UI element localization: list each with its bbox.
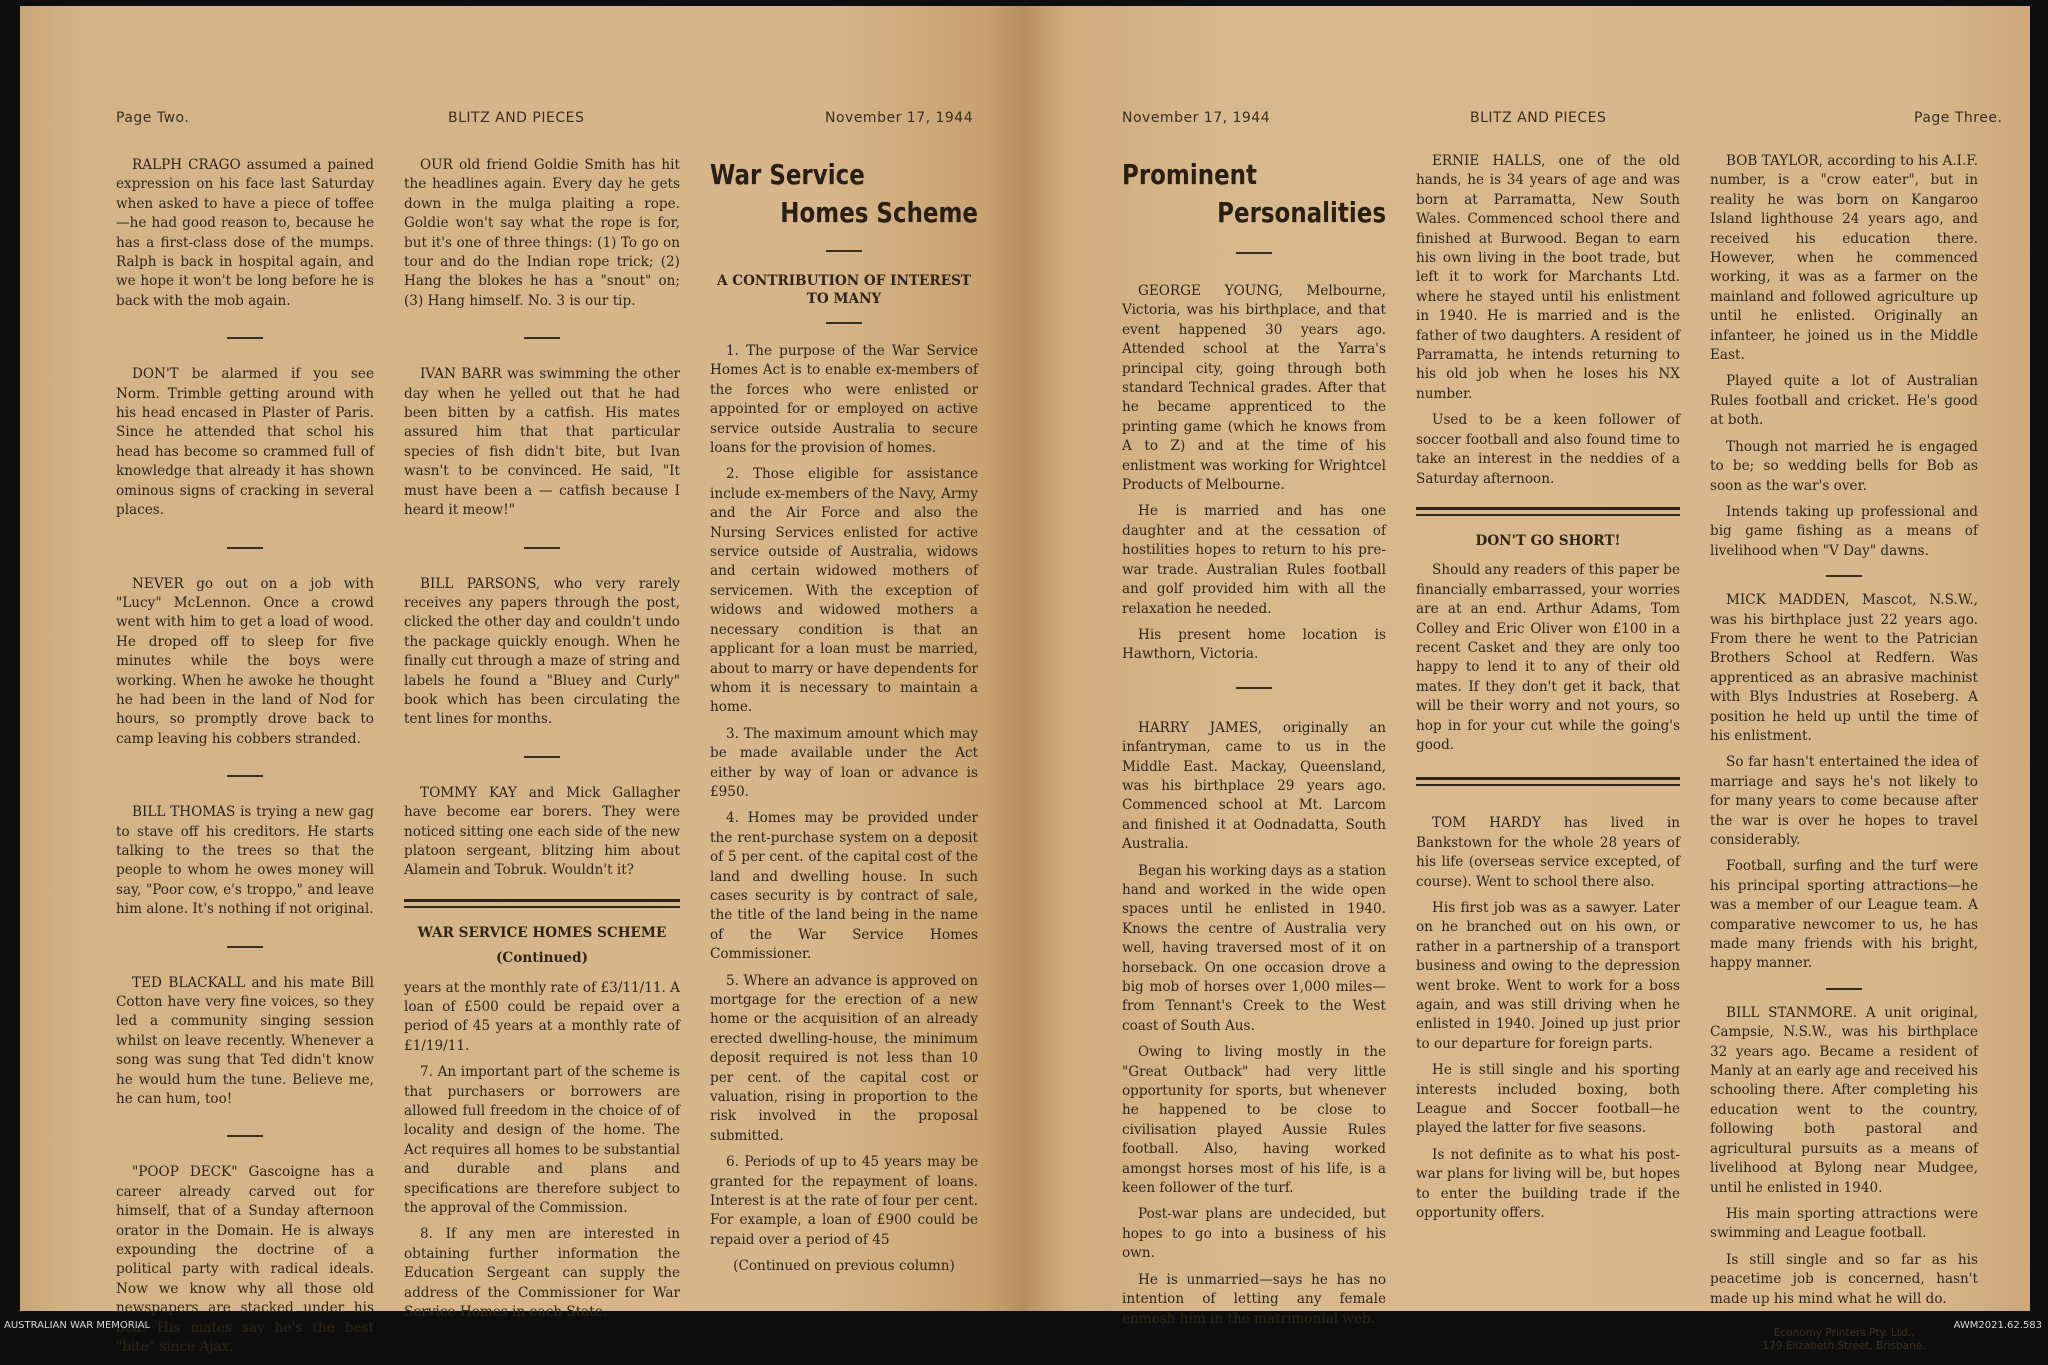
archive-credit: AUSTRALIAN WAR MEMORIAL <box>4 1320 151 1331</box>
paragraph: TED BLACKALL and his mate Bill Cotton have very fine voices, so they led a community singing session whilst on leave recently. Whenever a song was sung that Ted didn't know he would hum the tune. Believe me, he can hum, too! <box>116 974 374 1108</box>
paragraph: Though not married he is engaged to be; so wedding bells for Bob as soon as the war's over. <box>1710 438 1978 494</box>
paragraph: His first job was as a sawyer. Later on he branched out on his own, or rather in a partnership of a transport business and owing to the depression went broke. Went to work for a boss again, and was still driving when he enlisted in 1940. Joined up just prior to our departure for foreign parts. <box>1416 900 1680 1052</box>
separator <box>227 775 263 777</box>
column-1 <box>1122 156 1386 1353</box>
paragraph: Football, surfing and the turf were his principal sporting attractions—he was a member of our League team. A comparative newcomer to us, he has made many friends with his bright, happy manner. <box>1710 858 1978 972</box>
continued-heading: WAR SERVICE HOMES SCHEME <box>417 924 667 941</box>
separator <box>826 322 862 324</box>
issue-date: November 17, 1944 <box>825 110 974 126</box>
paragraph: His main sporting attractions were swimming and League football. <box>1710 1205 1978 1242</box>
archive-id: AWM2021.62.583 <box>1953 1320 2042 1331</box>
page-number: Page Three. <box>1914 110 2003 126</box>
paragraph: Is not definite as to what his post-war plans for living will be, but hopes to enter the building trade if the opportunity offers. <box>1416 1146 1680 1222</box>
article-subtitle: A CONTRIBUTION OF INTEREST TO MANY <box>716 273 972 307</box>
paragraph: So far hasn't entertained the idea of marriage and says he's not likely to for many years to come because after the war is over he hopes to travel considerably. <box>1710 754 1978 848</box>
paragraph: BOB TAYLOR, according to his A.I.F. number, is a "crow eater", but in reality he was born on Kangaroo Island lighthouse 24 years ago, and received his education there. However, when he commenced working, it was as a farmer on the mainland and followed agriculture up until he enlisted. Originally an infanteer, he joined us in the Middle East. <box>1710 153 1978 364</box>
separator <box>227 946 263 948</box>
paragraph: 7. An important part of the scheme is that purchasers or borrowers are allowed full freedom in the choice of of locality and design of the home. The Act requires all homes to be substantial and durable and plans and specifications are therefore subject to the approval of the Commission. <box>404 1064 680 1217</box>
paragraph: BILL THOMAS is trying a new gag to stave off his creditors. He starts talking to the trees so that the people to whom he owes money will say, "Poor cow, e's troppo," and leave him alone. It's nothing if not original. <box>116 804 374 918</box>
paragraph: TOM HARDY has lived in Bankstown for the whole 28 years of his life (overseas service excepted, of course). Went to school there also. <box>1416 815 1680 890</box>
separator <box>1826 575 1862 577</box>
paragraph: MICK MADDEN, Mascot, N.S.W., was his birthplace just 22 years ago. From there he went to the Patrician Brothers School at Redfern. Was apprenticed as an abrasive machinist with Blys Industries at Roseberg. A position he held up until the time of his enlistment. <box>1710 592 1978 744</box>
paragraph: BILL STANMORE. A unit original, Campsie, N.S.W., was his birthplace 32 years ago. Became a resident of Manly at an early age and received his schooling there. After completing his education went to the country, following both pastoral and agricultural pursuits as a means of livelihood at Bylong near Mudgee, until he enlisted in 1940. <box>1710 1004 1978 1196</box>
article-title-line1: War Service <box>710 158 865 191</box>
masthead-title: BLITZ AND PIECES <box>448 110 585 126</box>
box-heading: DON'T GO SHORT! <box>1475 532 1621 549</box>
paragraph: Should any readers of this paper be financially embarrassed, your worries are at an end. Arthur Adams, Tom Colley and Eric Oliver won £100 in a recent Casket and they are only too happy to lend it to any of their old mates. If they don't get it back, that will be their worry and not yours, so hop in for your cut while the going's good. <box>1416 562 1680 753</box>
rule <box>404 906 680 908</box>
paragraph: Is still single and so far as his peacetime job is concerned, hasn't made up his mind what he will do. <box>1710 1251 1978 1307</box>
paragraph: Post-war plans are undecided, but hopes to go into a business of his own. <box>1122 1206 1386 1262</box>
paragraph: 4. Homes may be provided under the rent-purchase system on a deposit of 5 per cent. of the capital cost of the land and dwelling house. In such cases security is by contract of sale, the title of the land being in the name of the War Service Homes Commissioner. <box>710 810 978 963</box>
column-2 <box>404 156 680 1365</box>
paragraph: He is married and has one daughter and at the cessation of hostilities hopes to return to his pre-war trade. Australian Rules football and golf provided him with all the relaxation he needed. <box>1122 503 1386 617</box>
paragraph: Intends taking up professional and big game fishing as a means of livelihood when "V Day" dawns. <box>1710 503 1978 559</box>
separator <box>227 547 263 549</box>
paragraph: RALPH CRAGO assumed a pained expression on his face last Saturday when asked to have a piece of toffee —he had good reason to, because he has a first-class dose of the mumps. Ralph is back in hospital again, and we hope it won't be long before he is back with the mob again. <box>116 157 374 309</box>
masthead-title: BLITZ AND PIECES <box>1470 110 1607 126</box>
continued-subheading: (Continued) <box>496 950 588 967</box>
paragraph: 1. The purpose of the War Service Homes Act is to enable ex-members of the forces who were enlisted or appointed for or employed on active service outside Australia to secure loans for the provision of homes. <box>710 343 978 457</box>
paragraph: OUR old friend Goldie Smith has hit the headlines again. Every day he gets down in the mulga plaiting a rope. Goldie won't say what the rope is for, but it's one of three things: (1) To go on tour and do the Indian rope trick; (2) Hang the blokes he has a "snout" on; (3) Hang himself. No. 3 is our tip. <box>404 157 680 309</box>
separator <box>826 250 862 252</box>
paragraph: He is unmarried—says he has no intention of letting any female enmesh him in the matrimonial web. <box>1122 1271 1386 1327</box>
paragraph: BILL PARSONS, who very rarely receives any papers through the post, clicked the other day and couldn't undo the package quickly enough. When he finally cut through a maze of string and labels he found a "Bluey and Curly" book which has been circulating the tent lines for months. <box>404 575 680 728</box>
paragraph: Owing to living mostly in the "Great Outback" had very little opportunity for sports, but whenever he happened to be close to civilisation played Aussie Rules football. Also, having worked amongst horses most of his life, is a keen follower of the turf. <box>1122 1044 1386 1197</box>
rule <box>1416 777 1680 780</box>
separator <box>524 337 560 339</box>
paragraph: 8. If any men are interested in obtaining further information the Education Sergeant can supply the address of the Commissioner for War Service Homes in each State. <box>404 1226 680 1321</box>
separator <box>227 337 263 339</box>
paragraph: IVAN BARR was swimming the other day when he yelled out that he had been bitten by a catfish. His mates assured him that that particular species of fish didn't bite, but Ivan wasn't to be convinced. He said, "It must have been a — catfish because I heard it meow!" <box>404 366 680 519</box>
paragraph: HARRY JAMES, originally an infantryman, came to us in the Middle East. Mackay, Queensland, was his birthplace 29 years ago. Commenced school at Mt. Larcom and finished it at Oodnadatta, South Australia. <box>1122 719 1386 853</box>
paragraph: He is still single and his sporting interests included boxing, both League and Soccer football—he played the latter for five seasons. <box>1416 1062 1680 1137</box>
column-3 <box>710 156 978 1365</box>
rule <box>1416 514 1680 516</box>
paragraph: GEORGE YOUNG, Melbourne, Victoria, was his birthplace, and that event happened 30 years ago. Attended school at the Yarra's principal city, going through both standard Technical grades. After that he became apprenticed to the printing game (which he knows from A to Z) and at the time of his enlistment was working for Wrightcel Products of Melbourne. <box>1122 283 1386 494</box>
paragraph: 6. Periods of up to 45 years may be granted for the repayment of loans. Interest is at the rate of four per cent. For example, a loan of £900 could be repaid over a period of 45 <box>710 1154 978 1248</box>
separator <box>1826 988 1862 990</box>
printer-imprint <box>1710 1327 1978 1353</box>
paragraph: ERNIE HALLS, one of the old hands, he is 34 years of age and was born at Parramatta, New South Wales. Commenced school there and finished at Burwood. Began to earn his own living in the boot trade, but left it to work for Marchants Ltd. where he stayed until his enlistment in 1940. He is married and is the father of two daughters. A resident of Parramatta, he intends returning to his old job when he loses his NX number. <box>1416 153 1680 402</box>
article-title-line2: Personalities <box>1217 196 1386 229</box>
paragraph: "POOP DECK" Gascoigne has a career already carved out for himself, that of a Sunday afternoon orator in the Domain. He is always expounding the doctrine of a political party with radical ideals. Now we know why all those old newspapers are stacked under his bed! His mates say he's the best "bite" since Ajax. <box>116 1164 374 1356</box>
separator <box>524 547 560 549</box>
article-title-line2: Homes Scheme <box>780 196 978 229</box>
paragraph: Played quite a lot of Australian Rules football and cricket. He's good at both. <box>1710 373 1978 429</box>
paragraph: DON'T be alarmed if you see Norm. Trimble getting around with his head encased in Plaster of Paris. Since he attended that schol his head has become so crammed full of knowledge that already it has shown ominous signs of cracking in several places. <box>116 366 374 519</box>
rule <box>1416 507 1680 510</box>
paragraph: His present home location is Hawthorn, Victoria. <box>1122 626 1386 663</box>
paragraph: TOMMY KAY and Mick Gallagher have become ear borers. They were noticed sitting one each side of the new platoon sergeant, blitzing him about Alamein and Tobruk. Wouldn't it? <box>404 784 680 879</box>
separator <box>524 756 560 758</box>
paragraph: years at the monthly rate of £3/11/11. A loan of £500 could be repaid over a period of 45 years at a monthly rate of £1/19/11. <box>404 979 680 1054</box>
column-1 <box>116 156 374 1365</box>
paragraph: NEVER go out on a job with "Lucy" McLennon. Once a crowd went with him to get a load of wood. He droped off to sleep for five minutes while the boys were working. When he awoke he thought he had been in the land of Nod for hours, so promptly drove back to camp leaving his cobbers stranded. <box>116 575 374 747</box>
paragraph: Began his working days as a station hand and worked in the wide open spaces until he enlisted in 1940. Knows the centre of Australia very well, having traversed most of it on horseback. On one occasion drove a big mob of horses over 1,000 miles—from Tennant's Creek to the West coast of South Aus. <box>1122 862 1386 1034</box>
paragraph: 2. Those eligible for assistance include ex-members of the Navy, Army and the Air Force and also the Nursing Services enlisted for active service outside of Australia, widows and certain widowed mothers of servicemen. With the exception of widows and widowed mothers a necessary condition is that an applicant for a loan must be married, about to marry or have dependents for whom it is necessary to maintain a home. <box>710 466 978 716</box>
rule <box>1416 784 1680 786</box>
rule <box>404 899 680 902</box>
separator <box>1236 252 1272 254</box>
issue-date: November 17, 1944 <box>1122 110 1271 126</box>
printer-name: Economy Printers Pty. Ltd., <box>1773 1326 1915 1339</box>
article-title-line1: Prominent <box>1122 158 1257 191</box>
paragraph: 5. Where an advance is approved on mortgage for the erection of a new home or the acquisition of an already erected dwelling-house, the minimum deposit required is not less than 10 per cent. of the capital cost or valuation, rising in proportion to the risk involved in the proposal submitted. <box>710 972 978 1144</box>
printer-address: 179 Elizabeth Street, Brisbane. <box>1762 1339 1926 1352</box>
separator <box>1236 687 1272 689</box>
page-number: Page Two. <box>116 110 190 126</box>
separator <box>227 1135 263 1137</box>
column-2 <box>1416 152 1680 1353</box>
column-3 <box>1710 152 1978 1353</box>
continued-note: (Continued on previous column) <box>733 1258 955 1275</box>
paragraph: 3. The maximum amount which may be made available under the Act either by way of loan or advance is £950. <box>710 725 978 800</box>
paragraph: Used to be a keen follower of soccer football and also found time to take an interest in the neddies of a Saturday afternoon. <box>1416 412 1680 487</box>
